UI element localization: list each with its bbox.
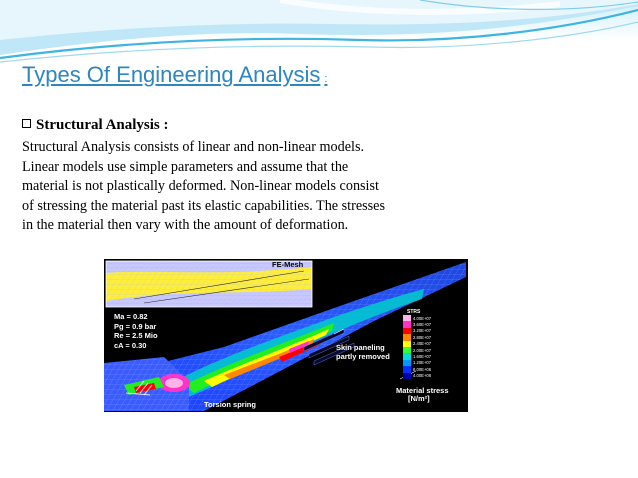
torsion-spring-label: Torsion spring	[204, 400, 256, 409]
stress-color-legend	[403, 315, 437, 379]
legend-value: 1.20E+07	[413, 360, 432, 366]
legend-value: 3.20E+07	[413, 328, 432, 334]
slide-title-text: Types Of Engineering Analysis	[22, 62, 321, 87]
wing-stress-figure	[104, 259, 468, 412]
param-line: Pg = 0.9 bar	[114, 321, 157, 331]
checkbox-bullet-icon	[22, 119, 31, 128]
slide-title-colon: :	[324, 73, 328, 85]
legend-header: STRS	[407, 309, 421, 315]
legend-value: 2.80E+07	[413, 334, 432, 340]
section-heading-text: Structural Analysis :	[36, 117, 169, 133]
legend-value: 4.00E+06	[413, 373, 432, 379]
legend-title-line2: [N/m²]	[408, 394, 430, 403]
legend-value: 8.00E+06	[413, 366, 432, 372]
legend-value: 3.60E+07	[413, 322, 432, 328]
body-line: in the material then vary with the amount of deformation.	[22, 217, 349, 233]
fe-mesh-label: FE-Mesh	[272, 260, 304, 269]
legend-value: 2.00E+07	[413, 347, 432, 353]
legend-value: 2.40E+07	[413, 341, 432, 347]
param-line: cA = 0.30	[114, 340, 147, 350]
param-line: Re = 2.5 Mio	[114, 331, 158, 340]
skin-paneling-label-line1: Skin paneling	[336, 343, 385, 352]
body-line: material is not plastically deformed. Non-linear models consist	[22, 178, 379, 194]
legend-title-line1: Material stress	[396, 386, 449, 395]
legend-row	[403, 373, 437, 379]
slide-title	[22, 62, 327, 88]
legend-value: 1.60E+07	[413, 354, 432, 360]
section-heading	[22, 117, 169, 134]
body-line: Linear models use simple parameters and assume that the	[22, 158, 349, 175]
legend-value: 4.00E+07	[413, 315, 432, 321]
param-line: Ma = 0.82	[114, 312, 148, 321]
flow-parameters	[114, 312, 158, 350]
body-paragraph	[22, 138, 452, 236]
body-line: Structural Analysis consists of linear and non-linear models.	[22, 139, 365, 155]
skin-paneling-label-line2: partly removed	[336, 352, 390, 361]
body-line: of stressing the material past its elastic capabilities. The stresses	[22, 197, 386, 214]
legend-swatch	[403, 373, 411, 379]
